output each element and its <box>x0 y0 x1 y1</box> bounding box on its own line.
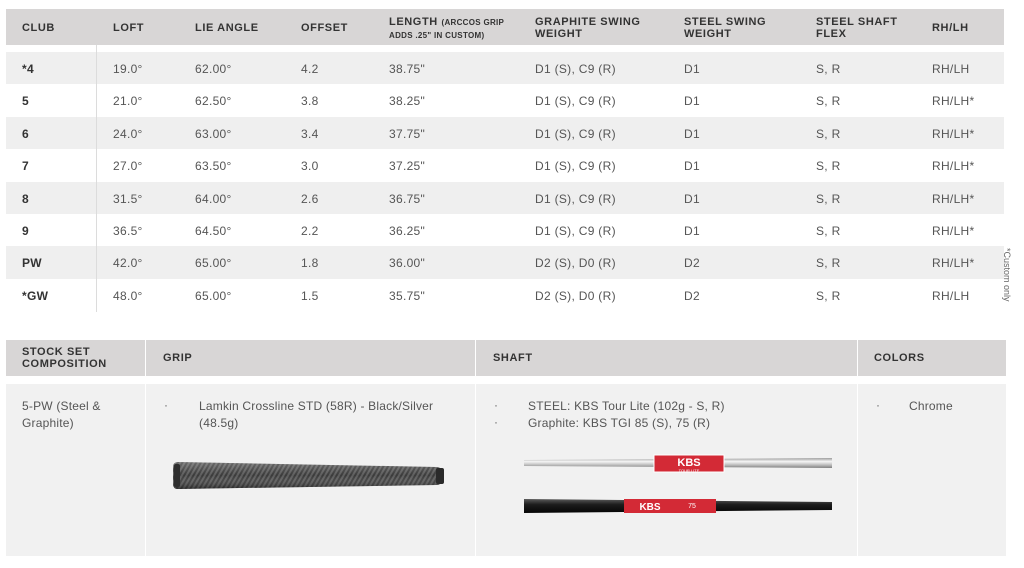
cell-rh-lh: RH/LH* <box>932 223 975 238</box>
graphite-shaft-sub: 75 <box>688 503 696 510</box>
steel-shaft-sub: TOUR LITE <box>678 468 700 473</box>
color-bullet: · <box>876 398 880 412</box>
table-row <box>6 182 1004 214</box>
cell-rh-lh: RH/LH <box>932 62 970 76</box>
cell-lie-angle: 63.50° <box>195 159 232 174</box>
cell-length: 36.75" <box>389 191 426 206</box>
cell-steel-shaft-flex: S, R <box>816 223 841 238</box>
steel-shaft-image <box>520 452 836 474</box>
stock-table-header <box>6 340 1006 376</box>
cell-graphite-swing-weight: D1 (S), C9 (R) <box>535 223 616 238</box>
steel-shaft-logo: KBS <box>677 457 701 469</box>
cell-graphite-swing-weight: D1 (S), C9 (R) <box>535 94 616 109</box>
cell-length: 36.25" <box>389 223 426 238</box>
header-loft: LOFT <box>113 22 145 34</box>
grip-description <box>199 398 433 432</box>
graphite-shaft-logo: KBS <box>639 502 661 513</box>
cell-graphite-swing-weight: D2 (S), D0 (R) <box>535 288 616 303</box>
header-offset: OFFSET <box>301 22 348 34</box>
header-steel-b: WEIGHT <box>684 28 732 40</box>
header-composition-a: STOCK SET <box>22 346 91 358</box>
custom-only-footnote: *Custom only <box>1002 248 1012 302</box>
cell-offset: 1.8 <box>301 256 319 271</box>
cell-lie-angle: 65.00° <box>195 288 232 303</box>
header-steel-swing-weight <box>684 16 766 40</box>
grip-bullet: · <box>164 398 168 412</box>
cell-offset: 3.0 <box>301 159 319 174</box>
header-shaft: SHAFT <box>493 352 533 364</box>
cell-club: *GW <box>22 288 49 303</box>
cell-loft: 48.0° <box>113 288 143 303</box>
header-colors: COLORS <box>874 352 925 364</box>
cell-steel-shaft-flex: S, R <box>816 62 841 76</box>
header-flex-b: FLEX <box>816 28 847 40</box>
cell-lie-angle: 62.00° <box>195 62 232 76</box>
cell-length: 37.25" <box>389 159 426 174</box>
cell-steel-shaft-flex: S, R <box>816 256 841 271</box>
stock-set-table <box>6 340 1006 556</box>
cell-rh-lh: RH/LH* <box>932 126 975 141</box>
cell-club: 9 <box>22 223 29 238</box>
cell-length: 38.25" <box>389 94 426 109</box>
cell-club: *4 <box>22 62 34 76</box>
cell-rh-lh: RH/LH <box>932 288 970 303</box>
cell-length: 35.75" <box>389 288 426 303</box>
column-divider <box>475 340 476 556</box>
cell-lie-angle: 63.00° <box>195 126 232 141</box>
cell-graphite-swing-weight: D1 (S), C9 (R) <box>535 191 616 206</box>
cell-loft: 42.0° <box>113 256 143 271</box>
shaft-bullet: · <box>494 415 498 429</box>
cell-length: 38.75" <box>389 62 426 76</box>
composition-line-b: Graphite) <box>22 416 74 430</box>
club-column-divider <box>96 45 97 312</box>
cell-graphite-swing-weight: D1 (S), C9 (R) <box>535 159 616 174</box>
header-length-note-a: (ARCCOS GRIP <box>441 18 505 27</box>
header-lie-angle: LIE ANGLE <box>195 22 259 34</box>
cell-loft: 27.0° <box>113 159 143 174</box>
stock-set-composition <box>22 398 101 432</box>
header-length-label: LENGTH <box>389 16 438 28</box>
cell-graphite-swing-weight: D1 (S), C9 (R) <box>535 126 616 141</box>
cell-length: 36.00" <box>389 256 426 271</box>
header-steel-a: STEEL SWING <box>684 16 767 28</box>
header-stock-set-composition <box>22 346 107 370</box>
cell-steel-swing-weight: D1 <box>684 94 700 109</box>
column-divider <box>857 340 858 556</box>
cell-loft: 19.0° <box>113 62 143 76</box>
header-steel-shaft-flex <box>816 16 898 40</box>
cell-club: PW <box>22 256 42 271</box>
column-divider <box>145 340 146 556</box>
cell-steel-swing-weight: D1 <box>684 126 700 141</box>
cell-steel-swing-weight: D2 <box>684 256 700 271</box>
cell-lie-angle: 62.50° <box>195 94 232 109</box>
grip-image <box>170 458 450 492</box>
cell-steel-shaft-flex: S, R <box>816 288 841 303</box>
composition-line-a: 5-PW (Steel & <box>22 399 101 413</box>
header-grip: GRIP <box>163 352 193 364</box>
cell-offset: 3.4 <box>301 126 319 141</box>
header-length <box>389 16 504 42</box>
cell-lie-angle: 64.00° <box>195 191 232 206</box>
header-rh-lh: RH/LH <box>932 22 969 34</box>
cell-length: 37.75" <box>389 126 426 141</box>
cell-club: 8 <box>22 191 29 206</box>
cell-lie-angle: 64.50° <box>195 223 232 238</box>
cell-steel-swing-weight: D2 <box>684 288 700 303</box>
graphite-shaft-image <box>520 496 836 516</box>
grip-line-b: (48.5g) <box>199 416 239 430</box>
cell-steel-swing-weight: D1 <box>684 159 700 174</box>
table-row <box>6 117 1004 149</box>
cell-steel-shaft-flex: S, R <box>816 94 841 109</box>
table-row <box>6 84 1004 116</box>
cell-steel-shaft-flex: S, R <box>816 126 841 141</box>
header-club: CLUB <box>22 22 55 34</box>
cell-offset: 2.6 <box>301 191 319 206</box>
cell-steel-swing-weight: D1 <box>684 62 700 76</box>
shaft-line-graphite: Graphite: KBS TGI 85 (S), 75 (R) <box>528 416 711 430</box>
shaft-bullet: · <box>494 398 498 412</box>
table-row <box>6 246 1004 278</box>
stock-table-body <box>6 384 1006 556</box>
cell-steel-swing-weight: D1 <box>684 223 700 238</box>
cell-lie-angle: 65.00° <box>195 256 232 271</box>
grip-line-a: Lamkin Crossline STD (58R) - Black/Silver <box>199 399 434 413</box>
cell-steel-shaft-flex: S, R <box>816 191 841 206</box>
cell-offset: 4.2 <box>301 62 319 76</box>
table-row <box>6 149 1004 181</box>
header-flex-a: STEEL SHAFT <box>816 16 898 28</box>
color-chrome: Chrome <box>909 399 953 413</box>
cell-rh-lh: RH/LH* <box>932 94 975 109</box>
cell-loft: 36.5° <box>113 223 143 238</box>
header-graphite-a: GRAPHITE SWING <box>535 16 641 28</box>
shaft-line-steel: STEEL: KBS Tour Lite (102g - S, R) <box>528 399 725 413</box>
spec-table-body <box>6 45 1004 311</box>
cell-rh-lh: RH/LH* <box>932 159 975 174</box>
header-length-note-b: ADDS .25" IN CUSTOM) <box>389 31 485 40</box>
header-graphite-swing-weight <box>535 16 641 40</box>
cell-loft: 31.5° <box>113 191 143 206</box>
cell-rh-lh: RH/LH* <box>932 191 975 206</box>
cell-offset: 1.5 <box>301 288 319 303</box>
club-spec-table <box>6 9 1004 311</box>
cell-rh-lh: RH/LH* <box>932 256 975 271</box>
header-composition-b: COMPOSITION <box>22 358 107 370</box>
cell-steel-shaft-flex: S, R <box>816 159 841 174</box>
cell-steel-swing-weight: D1 <box>684 191 700 206</box>
spec-table-header <box>6 9 1004 45</box>
cell-club: 5 <box>22 94 29 109</box>
cell-club: 6 <box>22 126 29 141</box>
cell-club: 7 <box>22 159 29 174</box>
cell-loft: 24.0° <box>113 126 143 141</box>
table-row <box>6 214 1004 246</box>
cell-graphite-swing-weight: D1 (S), C9 (R) <box>535 62 616 76</box>
table-row <box>6 52 1004 84</box>
shaft-description <box>528 398 725 432</box>
header-graphite-b: WEIGHT <box>535 28 583 40</box>
cell-offset: 2.2 <box>301 223 319 238</box>
cell-offset: 3.8 <box>301 94 319 109</box>
table-row <box>6 279 1004 311</box>
cell-graphite-swing-weight: D2 (S), D0 (R) <box>535 256 616 271</box>
cell-loft: 21.0° <box>113 94 143 109</box>
